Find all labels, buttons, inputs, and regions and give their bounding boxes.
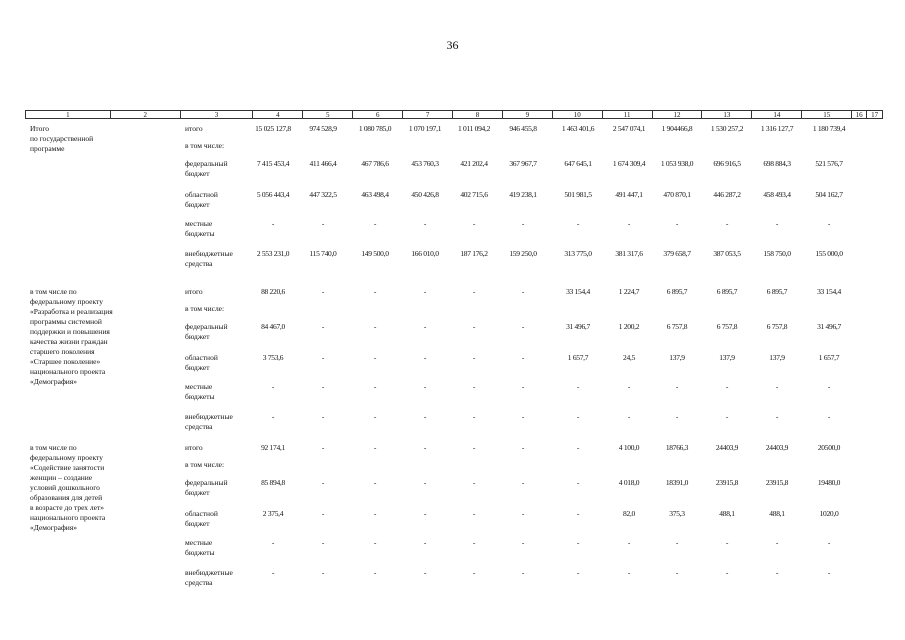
- value-cell: -: [725, 382, 729, 391]
- row-label: в том числе:: [185, 460, 225, 469]
- value-cell: -: [576, 443, 580, 452]
- value-cell: 696 916,5: [713, 159, 741, 168]
- value-cell: 155 000,0: [815, 249, 843, 258]
- value-cell: -: [472, 568, 476, 577]
- value-cell: -: [423, 568, 427, 577]
- value-cell: -: [675, 412, 679, 421]
- row-label: в том числе:: [185, 304, 225, 313]
- value-cell: 411 466,4: [309, 159, 337, 168]
- value-cell: -: [321, 443, 325, 452]
- value-cell: 446 287,2: [713, 190, 741, 199]
- value-cell: 15 025 127,8: [255, 124, 291, 133]
- value-cell: -: [423, 538, 427, 547]
- section-title: в том числе по федеральному проекту «Разработка и реализация программы системной поддержки и повышения качества жизни граждан старшего поколения «Старшее поколение» национального проекта «Демография»: [30, 287, 113, 386]
- value-cell: -: [423, 382, 427, 391]
- value-cell: -: [775, 538, 779, 547]
- value-cell: -: [423, 443, 427, 452]
- value-cell: -: [321, 509, 325, 518]
- value-cell: -: [321, 353, 325, 362]
- value-cell: 82,0: [623, 509, 635, 518]
- value-cell: -: [827, 382, 831, 391]
- header-col-9: 9: [503, 111, 553, 118]
- value-cell: 463 498,4: [361, 190, 389, 199]
- value-cell: 6 757,8: [766, 322, 788, 331]
- value-cell: 488,1: [769, 509, 785, 518]
- value-cell: -: [472, 538, 476, 547]
- value-cell: 313 775,0: [564, 249, 592, 258]
- value-cell: 491 447,1: [615, 190, 643, 199]
- value-cell: -: [423, 353, 427, 362]
- value-cell: -: [373, 353, 377, 362]
- value-cell: -: [321, 538, 325, 547]
- value-cell: -: [423, 322, 427, 331]
- value-cell: -: [576, 478, 580, 487]
- section-title: Итого по государственной программе: [30, 124, 94, 153]
- value-cell: -: [627, 412, 631, 421]
- value-cell: -: [521, 568, 525, 577]
- value-cell: -: [472, 287, 476, 296]
- value-cell: -: [472, 322, 476, 331]
- value-cell: 381 317,6: [615, 249, 643, 258]
- value-cell: 88 220,6: [261, 287, 285, 296]
- value-cell: 375,3: [669, 509, 685, 518]
- value-cell: -: [521, 287, 525, 296]
- value-cell: -: [627, 219, 631, 228]
- value-cell: 166 010,0: [411, 249, 439, 258]
- value-cell: -: [472, 478, 476, 487]
- value-cell: -: [725, 538, 729, 547]
- value-cell: -: [271, 219, 275, 228]
- value-cell: -: [576, 568, 580, 577]
- value-cell: -: [521, 478, 525, 487]
- header-col-5: 5: [303, 111, 353, 118]
- row-label: итого: [185, 124, 203, 133]
- value-cell: -: [725, 412, 729, 421]
- value-cell: -: [321, 219, 325, 228]
- value-cell: 159 250,0: [509, 249, 537, 258]
- value-cell: -: [675, 219, 679, 228]
- header-col-6: 6: [353, 111, 403, 118]
- row-label: итого: [185, 287, 203, 296]
- value-cell: -: [576, 219, 580, 228]
- value-cell: 2 375,4: [262, 509, 284, 518]
- value-cell: -: [521, 322, 525, 331]
- value-cell: -: [827, 219, 831, 228]
- row-label: итого: [185, 443, 203, 452]
- table-header-row: [25, 110, 883, 119]
- value-cell: -: [576, 412, 580, 421]
- value-cell: -: [472, 509, 476, 518]
- value-cell: -: [423, 412, 427, 421]
- value-cell: -: [271, 538, 275, 547]
- row-label: местные бюджеты: [185, 219, 215, 238]
- value-cell: -: [775, 568, 779, 577]
- value-cell: -: [576, 509, 580, 518]
- value-cell: -: [321, 568, 325, 577]
- row-label: областной бюджет: [185, 190, 218, 209]
- value-cell: 7 415 453,4: [256, 159, 290, 168]
- value-cell: 2 547 074,1: [612, 124, 646, 133]
- value-cell: -: [627, 538, 631, 547]
- value-cell: -: [373, 509, 377, 518]
- header-col-1: 1: [26, 111, 111, 118]
- row-label: федеральный бюджет: [185, 478, 228, 497]
- value-cell: -: [521, 382, 525, 391]
- value-cell: 1 224,7: [618, 287, 640, 296]
- value-cell: 1 080 785,0: [358, 124, 392, 133]
- value-cell: -: [627, 382, 631, 391]
- value-cell: -: [271, 382, 275, 391]
- header-col-12: 12: [653, 111, 703, 118]
- value-cell: -: [373, 412, 377, 421]
- value-cell: -: [472, 443, 476, 452]
- value-cell: -: [321, 412, 325, 421]
- value-cell: -: [775, 412, 779, 421]
- value-cell: -: [675, 538, 679, 547]
- value-cell: 24403,9: [765, 443, 789, 452]
- value-cell: -: [373, 322, 377, 331]
- value-cell: 1 070 197,1: [408, 124, 442, 133]
- value-cell: -: [423, 509, 427, 518]
- header-col-14: 14: [752, 111, 802, 118]
- row-label: внебюджетные средства: [185, 568, 233, 587]
- value-cell: -: [725, 219, 729, 228]
- header-col-2: 2: [111, 111, 181, 118]
- header-col-16: 16: [852, 111, 867, 118]
- value-cell: 387 053,5: [713, 249, 741, 258]
- row-label: федеральный бюджет: [185, 159, 228, 178]
- value-cell: 33 154,4: [817, 287, 841, 296]
- value-cell: -: [472, 382, 476, 391]
- value-cell: -: [775, 219, 779, 228]
- header-col-4: 4: [253, 111, 303, 118]
- value-cell: 19480,0: [817, 478, 841, 487]
- value-cell: -: [675, 382, 679, 391]
- value-cell: -: [373, 287, 377, 296]
- value-cell: 1 200,2: [618, 322, 640, 331]
- value-cell: 647 645,1: [564, 159, 592, 168]
- value-cell: 1 904466,8: [661, 124, 693, 133]
- value-cell: 450 426,8: [411, 190, 439, 199]
- value-cell: -: [373, 568, 377, 577]
- value-cell: -: [472, 219, 476, 228]
- value-cell: 6 895,7: [766, 287, 788, 296]
- value-cell: -: [373, 219, 377, 228]
- value-cell: -: [373, 538, 377, 547]
- header-col-11: 11: [603, 111, 653, 118]
- value-cell: 33 154,4: [566, 287, 590, 296]
- value-cell: 402 715,6: [460, 190, 488, 199]
- value-cell: -: [423, 219, 427, 228]
- value-cell: 31 496,7: [566, 322, 590, 331]
- value-cell: -: [373, 382, 377, 391]
- value-cell: 1 180 739,4: [812, 124, 846, 133]
- value-cell: 1 011 094,2: [457, 124, 491, 133]
- value-cell: -: [321, 478, 325, 487]
- value-cell: -: [675, 568, 679, 577]
- value-cell: 137,9: [719, 353, 735, 362]
- value-cell: 1 657,7: [818, 353, 840, 362]
- row-label: внебюджетные средства: [185, 249, 233, 268]
- value-cell: 92 174,1: [261, 443, 285, 452]
- header-col-13: 13: [702, 111, 752, 118]
- value-cell: -: [373, 478, 377, 487]
- value-cell: 4 100,0: [618, 443, 640, 452]
- value-cell: -: [827, 412, 831, 421]
- value-cell: 419 238,1: [509, 190, 537, 199]
- value-cell: -: [271, 412, 275, 421]
- value-cell: 1 657,7: [567, 353, 589, 362]
- value-cell: 521 576,7: [815, 159, 843, 168]
- value-cell: -: [472, 412, 476, 421]
- value-cell: 974 528,9: [309, 124, 337, 133]
- page-number: 36: [446, 38, 459, 52]
- row-label: местные бюджеты: [185, 382, 215, 401]
- value-cell: 137,9: [669, 353, 685, 362]
- value-cell: 4 018,0: [618, 478, 640, 487]
- value-cell: 5 056 443,4: [256, 190, 290, 199]
- value-cell: 149 500,0: [361, 249, 389, 258]
- value-cell: 24403,9: [715, 443, 739, 452]
- value-cell: 6 757,8: [666, 322, 688, 331]
- value-cell: 367 967,7: [509, 159, 537, 168]
- value-cell: -: [521, 412, 525, 421]
- row-label: областной бюджет: [185, 353, 218, 372]
- row-label: в том числе:: [185, 141, 225, 150]
- value-cell: 453 760,3: [411, 159, 439, 168]
- value-cell: 1 053 938,0: [660, 159, 694, 168]
- value-cell: 6 895,7: [716, 287, 738, 296]
- value-cell: 18766,3: [665, 443, 689, 452]
- header-col-7: 7: [403, 111, 453, 118]
- value-cell: 379 658,7: [663, 249, 691, 258]
- section-title: в том числе по федеральному проекту «Содействие занятости женщин – создание условий дошкольного образования для детей в возрасте до трех лет» национального проекта «Демография»: [30, 443, 106, 532]
- value-cell: -: [521, 219, 525, 228]
- value-cell: 504 162,7: [815, 190, 843, 199]
- value-cell: 470 870,1: [663, 190, 691, 199]
- value-cell: 1020,0: [819, 509, 839, 518]
- value-cell: 23915,8: [765, 478, 789, 487]
- value-cell: 1 530 257,2: [710, 124, 744, 133]
- value-cell: -: [521, 353, 525, 362]
- value-cell: 2 553 231,0: [256, 249, 290, 258]
- value-cell: 501 981,5: [564, 190, 592, 199]
- header-col-3: 3: [181, 111, 254, 118]
- value-cell: -: [827, 538, 831, 547]
- value-cell: -: [576, 538, 580, 547]
- value-cell: 488,1: [719, 509, 735, 518]
- value-cell: 23915,8: [715, 478, 739, 487]
- value-cell: -: [725, 568, 729, 577]
- value-cell: -: [827, 568, 831, 577]
- value-cell: -: [521, 443, 525, 452]
- value-cell: -: [472, 353, 476, 362]
- header-col-15: 15: [802, 111, 852, 118]
- value-cell: 18391,0: [665, 478, 689, 487]
- value-cell: 467 786,6: [361, 159, 389, 168]
- value-cell: 31 496,7: [817, 322, 841, 331]
- value-cell: -: [521, 509, 525, 518]
- header-col-8: 8: [453, 111, 503, 118]
- value-cell: 447 322,5: [309, 190, 337, 199]
- value-cell: -: [576, 382, 580, 391]
- value-cell: -: [775, 382, 779, 391]
- value-cell: 458 493,4: [763, 190, 791, 199]
- value-cell: 24,5: [623, 353, 635, 362]
- value-cell: 6 757,8: [716, 322, 738, 331]
- value-cell: 137,9: [769, 353, 785, 362]
- value-cell: 698 884,3: [763, 159, 791, 168]
- value-cell: -: [271, 568, 275, 577]
- value-cell: 1 316 127,7: [760, 124, 794, 133]
- row-label: федеральный бюджет: [185, 322, 228, 341]
- value-cell: -: [321, 382, 325, 391]
- value-cell: 84 467,0: [261, 322, 285, 331]
- value-cell: 6 895,7: [666, 287, 688, 296]
- value-cell: -: [423, 478, 427, 487]
- row-label: местные бюджеты: [185, 538, 215, 557]
- value-cell: 115 740,0: [309, 249, 337, 258]
- value-cell: 158 750,0: [763, 249, 791, 258]
- value-cell: 20500,0: [817, 443, 841, 452]
- row-label: областной бюджет: [185, 509, 218, 528]
- value-cell: -: [521, 538, 525, 547]
- value-cell: 187 176,2: [460, 249, 488, 258]
- value-cell: 1 674 309,4: [612, 159, 646, 168]
- value-cell: 946 455,8: [509, 124, 537, 133]
- header-col-10: 10: [553, 111, 603, 118]
- header-col-17: 17: [871, 111, 879, 118]
- value-cell: -: [423, 287, 427, 296]
- value-cell: -: [321, 322, 325, 331]
- value-cell: 1 463 401,6: [561, 124, 595, 133]
- value-cell: -: [627, 568, 631, 577]
- value-cell: -: [321, 287, 325, 296]
- value-cell: 85 894,8: [261, 478, 285, 487]
- value-cell: 3 753,6: [262, 353, 284, 362]
- value-cell: 421 202,4: [460, 159, 488, 168]
- value-cell: -: [373, 443, 377, 452]
- row-label: внебюджетные средства: [185, 412, 233, 431]
